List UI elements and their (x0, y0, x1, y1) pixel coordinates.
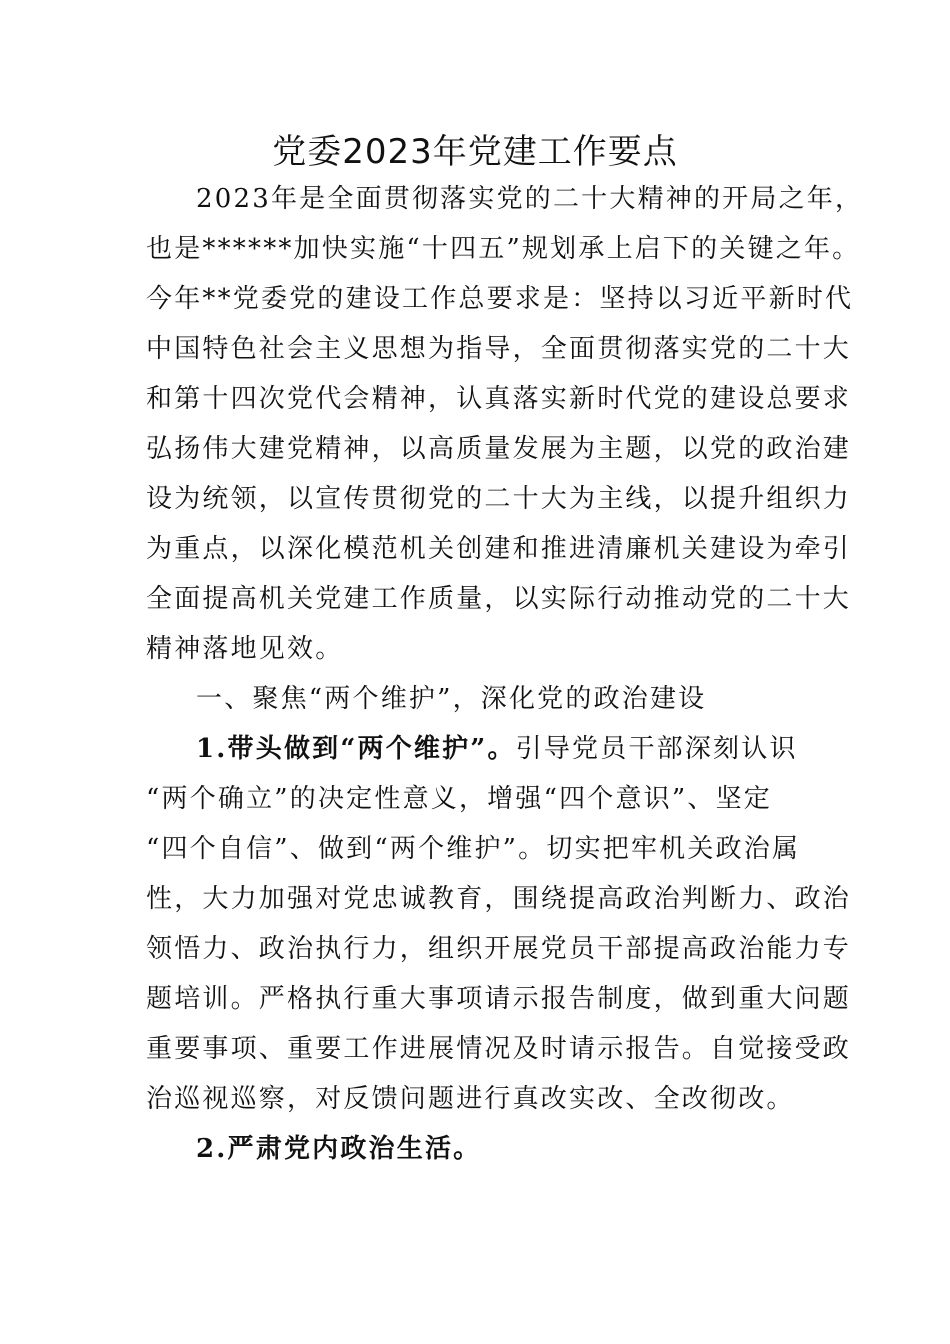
paragraph-line: 弘扬伟大建党精神，以高质量发展为主题，以党的政治建 (146, 434, 852, 464)
paragraph-line: 性，大力加强对党忠诚教育，围绕提高政治判断力、政治 (146, 884, 852, 914)
paragraph-line: 今年**党委党的建设工作总要求是：坚持以习近平新时代 (146, 284, 854, 314)
item-1-first-line (196, 724, 886, 774)
paragraph-line: 领悟力、政治执行力，组织开展党员干部提高政治能力专 (146, 934, 852, 964)
paragraph-line: 和第十四次党代会精神，认真落实新时代党的建设总要求 (146, 384, 852, 414)
paragraph-line: 全面提高机关党建工作质量，以实际行动推动党的二十大 (146, 584, 852, 614)
item-1-text: 引导党员干部深刻认识 (515, 734, 798, 764)
paragraph-line: 设为统领，以宣传贯彻党的二十大为主线，以提升组织力 (146, 484, 852, 514)
paragraph-line: “四个自信”、做到“两个维护”。切实把牢机关政治属 (146, 834, 801, 864)
paragraph-line: 题培训。严格执行重大事项请示报告制度，做到重大问题 (146, 984, 852, 1014)
item-2-heading: 2.严肃党内政治生活。 (196, 1134, 482, 1164)
paragraph-line: 重要事项、重要工作进展情况及时请示报告。自觉接受政 (146, 1034, 852, 1064)
item-1-heading: 1.带头做到“两个维护”。 (196, 734, 516, 764)
paragraph-line: 中国特色社会主义思想为指导，全面贯彻落实党的二十大 (146, 334, 852, 364)
paragraph-line: 为重点，以深化模范机关创建和推进清廉机关建设为牵引 (146, 534, 852, 564)
paragraph-line: 精神落地见效。 (146, 634, 344, 664)
document-title: 党委2023年党建工作要点 (272, 132, 678, 172)
paragraph-line: “两个确立”的决定性意义，增强“四个意识”、坚定 (146, 784, 772, 814)
section-heading: 一、聚焦“两个维护”，深化党的政治建设 (196, 684, 707, 714)
paragraph-line: 治巡视巡察，对反馈问题进行真改实改、全改彻改。 (146, 1084, 795, 1114)
paragraph-line: 也是******加快实施“十四五”规划承上启下的关键之年。 (146, 234, 861, 264)
paragraph-line: 2023年是全面贯彻落实党的二十大精神的开局之年， (196, 184, 864, 214)
